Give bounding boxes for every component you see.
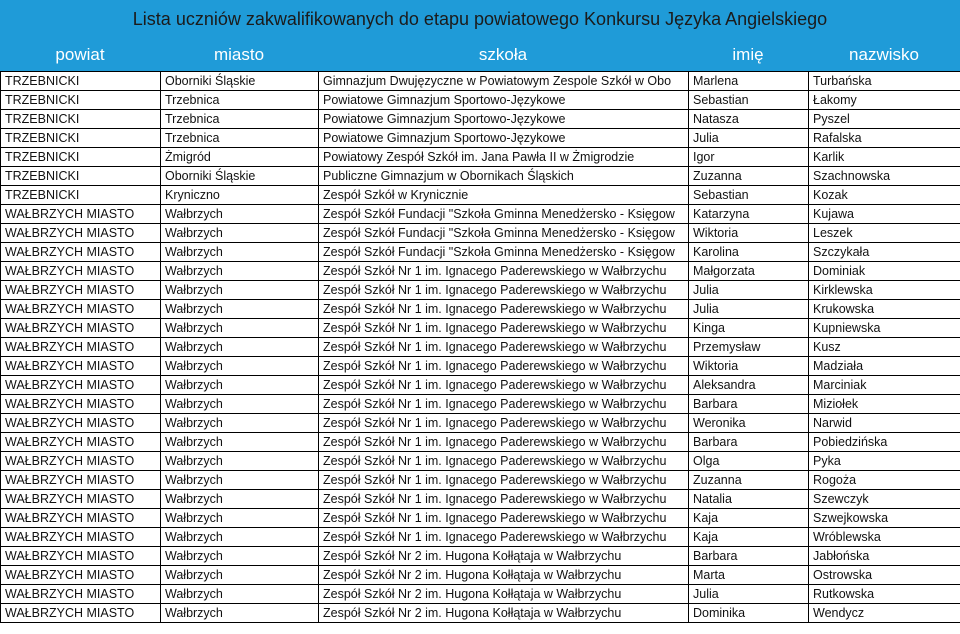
cell-miasto[interactable]: Kryniczno bbox=[161, 186, 319, 205]
cell-miasto[interactable]: Wałbrzych bbox=[161, 585, 319, 604]
cell-miasto[interactable]: Wałbrzych bbox=[161, 205, 319, 224]
cell-nazwisko[interactable]: Narwid bbox=[809, 414, 960, 433]
cell-powiat[interactable]: WAŁBRZYCH MIASTO bbox=[1, 319, 161, 338]
cell-nazwisko[interactable]: Szczykała bbox=[809, 243, 960, 262]
table-row bbox=[1, 262, 960, 281]
cell-imie[interactable]: Wiktoria bbox=[689, 357, 809, 376]
cell-powiat[interactable]: TRZEBNICKI bbox=[1, 91, 161, 110]
cell-imie[interactable]: Kinga bbox=[689, 319, 809, 338]
cell-powiat[interactable]: WAŁBRZYCH MIASTO bbox=[1, 224, 161, 243]
cell-imie[interactable]: Marta bbox=[689, 566, 809, 585]
cell-szkola[interactable]: Zespół Szkół Nr 2 im. Hugona Kołłątaja w Wałbrzychu bbox=[319, 585, 689, 604]
cell-imie[interactable]: Zuzanna bbox=[689, 471, 809, 490]
cell-powiat[interactable]: WAŁBRZYCH MIASTO bbox=[1, 243, 161, 262]
cell-szkola[interactable]: Zespół Szkół Nr 1 im. Ignacego Paderewskiego w Wałbrzychu bbox=[319, 262, 689, 281]
cell-szkola[interactable]: Zespół Szkół Nr 1 im. Ignacego Paderewskiego w Wałbrzychu bbox=[319, 452, 689, 471]
cell-szkola[interactable]: Powiatowy Zespół Szkół im. Jana Pawła II w Żmigrodzie bbox=[319, 148, 689, 167]
cell-szkola[interactable]: Zespół Szkół Nr 1 im. Ignacego Paderewskiego w Wałbrzychu bbox=[319, 509, 689, 528]
cell-imie[interactable]: Weronika bbox=[689, 414, 809, 433]
cell-powiat[interactable]: WAŁBRZYCH MIASTO bbox=[1, 338, 161, 357]
header-powiat: powiat bbox=[55, 45, 105, 64]
cell-szkola[interactable]: Zespół Szkół Nr 1 im. Ignacego Paderewskiego w Wałbrzychu bbox=[319, 395, 689, 414]
cell-nazwisko[interactable]: Jabłońska bbox=[809, 547, 960, 566]
table-row bbox=[1, 376, 960, 395]
cell-powiat[interactable]: TRZEBNICKI bbox=[1, 72, 161, 91]
cell-miasto[interactable]: Oborniki Śląskie bbox=[161, 167, 319, 186]
cell-miasto[interactable]: Wałbrzych bbox=[161, 243, 319, 262]
cell-imie[interactable]: Katarzyna bbox=[689, 205, 809, 224]
cell-imie[interactable]: Sebastian bbox=[689, 186, 809, 205]
cell-miasto[interactable]: Wałbrzych bbox=[161, 357, 319, 376]
cell-nazwisko[interactable]: Leszek bbox=[809, 224, 960, 243]
cell-nazwisko[interactable]: Wendycz bbox=[809, 604, 960, 623]
cell-miasto[interactable]: Wałbrzych bbox=[161, 319, 319, 338]
cell-miasto[interactable]: Trzebnica bbox=[161, 91, 319, 110]
cell-nazwisko[interactable]: Ostrowska bbox=[809, 566, 960, 585]
table-row bbox=[1, 471, 960, 490]
cell-imie[interactable]: Julia bbox=[689, 129, 809, 148]
table-row bbox=[1, 338, 960, 357]
cell-imie[interactable]: Natalia bbox=[689, 490, 809, 509]
cell-powiat[interactable]: WAŁBRZYCH MIASTO bbox=[1, 566, 161, 585]
cell-imie[interactable]: Julia bbox=[689, 300, 809, 319]
cell-imie[interactable]: Zuzanna bbox=[689, 167, 809, 186]
cell-powiat[interactable]: WAŁBRZYCH MIASTO bbox=[1, 471, 161, 490]
cell-szkola[interactable]: Zespół Szkół Nr 1 im. Ignacego Paderewskiego w Wałbrzychu bbox=[319, 414, 689, 433]
cell-imie[interactable]: Dominika bbox=[689, 604, 809, 623]
cell-powiat[interactable]: WAŁBRZYCH MIASTO bbox=[1, 262, 161, 281]
table-row bbox=[1, 547, 960, 566]
title-bar bbox=[0, 0, 960, 38]
cell-powiat[interactable]: WAŁBRZYCH MIASTO bbox=[1, 357, 161, 376]
table-row bbox=[1, 395, 960, 414]
cell-miasto[interactable]: Wałbrzych bbox=[161, 528, 319, 547]
table-row bbox=[1, 110, 960, 129]
cell-nazwisko[interactable]: Marciniak bbox=[809, 376, 960, 395]
column-header-row bbox=[0, 38, 960, 71]
cell-nazwisko[interactable]: Miziołek bbox=[809, 395, 960, 414]
cell-imie[interactable]: Julia bbox=[689, 585, 809, 604]
table-row bbox=[1, 433, 960, 452]
page-title: Lista uczniów zakwalifikowanych do etapu powiatowego Konkursu Języka Angielskiego bbox=[132, 9, 828, 29]
table-row bbox=[1, 357, 960, 376]
cell-imie[interactable]: Natasza bbox=[689, 110, 809, 129]
cell-powiat[interactable]: TRZEBNICKI bbox=[1, 167, 161, 186]
cell-imie[interactable]: Igor bbox=[689, 148, 809, 167]
cell-powiat[interactable]: WAŁBRZYCH MIASTO bbox=[1, 490, 161, 509]
cell-powiat[interactable]: TRZEBNICKI bbox=[1, 186, 161, 205]
table-row bbox=[1, 319, 960, 338]
cell-szkola[interactable]: Zespół Szkół Fundacji "Szkoła Gminna Menedżersko - Księgow bbox=[319, 224, 689, 243]
cell-szkola[interactable]: Zespół Szkół Nr 1 im. Ignacego Paderewskiego w Wałbrzychu bbox=[319, 357, 689, 376]
cell-imie[interactable]: Olga bbox=[689, 452, 809, 471]
cell-miasto[interactable]: Wałbrzych bbox=[161, 433, 319, 452]
table-row bbox=[1, 281, 960, 300]
cell-miasto[interactable]: Wałbrzych bbox=[161, 281, 319, 300]
cell-powiat[interactable]: WAŁBRZYCH MIASTO bbox=[1, 452, 161, 471]
cell-miasto[interactable]: Wałbrzych bbox=[161, 452, 319, 471]
cell-miasto[interactable]: Wałbrzych bbox=[161, 509, 319, 528]
students-table bbox=[0, 71, 960, 623]
cell-szkola[interactable]: Zespół Szkół Nr 1 im. Ignacego Paderewskiego w Wałbrzychu bbox=[319, 471, 689, 490]
cell-imie[interactable]: Aleksandra bbox=[689, 376, 809, 395]
cell-nazwisko[interactable]: Szewczyk bbox=[809, 490, 960, 509]
cell-nazwisko[interactable]: Kupniewska bbox=[809, 319, 960, 338]
cell-nazwisko[interactable]: Wróblewska bbox=[809, 528, 960, 547]
cell-nazwisko[interactable]: Turbańska bbox=[809, 72, 960, 91]
cell-powiat[interactable]: WAŁBRZYCH MIASTO bbox=[1, 205, 161, 224]
cell-szkola[interactable]: Zespół Szkół Fundacji "Szkoła Gminna Menedżersko - Księgow bbox=[319, 205, 689, 224]
cell-miasto[interactable]: Wałbrzych bbox=[161, 376, 319, 395]
cell-miasto[interactable]: Wałbrzych bbox=[161, 262, 319, 281]
cell-imie[interactable]: Sebastian bbox=[689, 91, 809, 110]
cell-imie[interactable]: Kaja bbox=[689, 528, 809, 547]
cell-szkola[interactable]: Zespół Szkół Nr 2 im. Hugona Kołłątaja w Wałbrzychu bbox=[319, 547, 689, 566]
table-row bbox=[1, 186, 960, 205]
cell-imie[interactable]: Małgorzata bbox=[689, 262, 809, 281]
cell-powiat[interactable]: WAŁBRZYCH MIASTO bbox=[1, 376, 161, 395]
table-row bbox=[1, 300, 960, 319]
cell-szkola[interactable]: Zespół Szkół Nr 1 im. Ignacego Paderewskiego w Wałbrzychu bbox=[319, 528, 689, 547]
cell-szkola[interactable]: Zespół Szkół Nr 1 im. Ignacego Paderewskiego w Wałbrzychu bbox=[319, 319, 689, 338]
cell-nazwisko[interactable]: Kusz bbox=[809, 338, 960, 357]
cell-nazwisko[interactable]: Kirklewska bbox=[809, 281, 960, 300]
cell-szkola[interactable]: Zespół Szkół Nr 1 im. Ignacego Paderewskiego w Wałbrzychu bbox=[319, 281, 689, 300]
cell-szkola[interactable]: Zespół Szkół w Krynicznie bbox=[319, 186, 689, 205]
cell-powiat[interactable]: WAŁBRZYCH MIASTO bbox=[1, 604, 161, 623]
table-row bbox=[1, 91, 960, 110]
table-row bbox=[1, 414, 960, 433]
cell-powiat[interactable]: TRZEBNICKI bbox=[1, 110, 161, 129]
table-row bbox=[1, 528, 960, 547]
cell-nazwisko[interactable]: Krukowska bbox=[809, 300, 960, 319]
header-imie: imię bbox=[732, 45, 764, 64]
cell-powiat[interactable]: WAŁBRZYCH MIASTO bbox=[1, 433, 161, 452]
cell-nazwisko[interactable]: Madziała bbox=[809, 357, 960, 376]
cell-powiat[interactable]: WAŁBRZYCH MIASTO bbox=[1, 528, 161, 547]
cell-miasto[interactable]: Wałbrzych bbox=[161, 547, 319, 566]
table-row bbox=[1, 243, 960, 262]
table-row bbox=[1, 205, 960, 224]
table-row bbox=[1, 72, 960, 91]
cell-imie[interactable]: Barbara bbox=[689, 433, 809, 452]
cell-miasto[interactable]: Wałbrzych bbox=[161, 604, 319, 623]
cell-imie[interactable]: Kaja bbox=[689, 509, 809, 528]
table-row bbox=[1, 148, 960, 167]
header-szkola: szkoła bbox=[478, 45, 528, 64]
cell-szkola[interactable]: Zespół Szkół Fundacji "Szkoła Gminna Menedżersko - Księgow bbox=[319, 243, 689, 262]
cell-nazwisko[interactable]: Kozak bbox=[809, 186, 960, 205]
cell-imie[interactable]: Wiktoria bbox=[689, 224, 809, 243]
table-row bbox=[1, 509, 960, 528]
cell-powiat[interactable]: WAŁBRZYCH MIASTO bbox=[1, 509, 161, 528]
cell-nazwisko[interactable]: Pyszel bbox=[809, 110, 960, 129]
cell-szkola[interactable]: Zespół Szkół Nr 1 im. Ignacego Paderewskiego w Wałbrzychu bbox=[319, 490, 689, 509]
cell-miasto[interactable]: Oborniki Śląskie bbox=[161, 72, 319, 91]
cell-powiat[interactable]: WAŁBRZYCH MIASTO bbox=[1, 414, 161, 433]
cell-szkola[interactable]: Powiatowe Gimnazjum Sportowo-Językowe bbox=[319, 91, 689, 110]
header-miasto: miasto bbox=[213, 45, 265, 64]
table-row bbox=[1, 604, 960, 623]
cell-nazwisko[interactable]: Pobiedzińska bbox=[809, 433, 960, 452]
cell-miasto[interactable]: Żmigród bbox=[161, 148, 319, 167]
cell-nazwisko[interactable]: Rafalska bbox=[809, 129, 960, 148]
cell-miasto[interactable]: Wałbrzych bbox=[161, 566, 319, 585]
cell-szkola[interactable]: Zespół Szkół Nr 1 im. Ignacego Paderewskiego w Wałbrzychu bbox=[319, 433, 689, 452]
students-table-body bbox=[1, 72, 960, 623]
cell-miasto[interactable]: Wałbrzych bbox=[161, 300, 319, 319]
cell-miasto[interactable]: Trzebnica bbox=[161, 129, 319, 148]
cell-imie[interactable]: Przemysław bbox=[689, 338, 809, 357]
cell-szkola[interactable]: Zespół Szkół Nr 2 im. Hugona Kołłątaja w Wałbrzychu bbox=[319, 566, 689, 585]
cell-szkola[interactable]: Gimnazjum Dwujęzyczne w Powiatowym Zespole Szkół w Obo bbox=[319, 72, 689, 91]
cell-powiat[interactable]: WAŁBRZYCH MIASTO bbox=[1, 300, 161, 319]
cell-szkola[interactable]: Zespół Szkół Nr 1 im. Ignacego Paderewskiego w Wałbrzychu bbox=[319, 376, 689, 395]
cell-nazwisko[interactable]: Rutkowska bbox=[809, 585, 960, 604]
cell-imie[interactable]: Barbara bbox=[689, 547, 809, 566]
cell-imie[interactable]: Julia bbox=[689, 281, 809, 300]
cell-powiat[interactable]: WAŁBRZYCH MIASTO bbox=[1, 585, 161, 604]
cell-powiat[interactable]: TRZEBNICKI bbox=[1, 148, 161, 167]
cell-nazwisko[interactable]: Szwejkowska bbox=[809, 509, 960, 528]
cell-szkola[interactable]: Zespół Szkół Nr 1 im. Ignacego Paderewskiego w Wałbrzychu bbox=[319, 338, 689, 357]
cell-miasto[interactable]: Wałbrzych bbox=[161, 490, 319, 509]
cell-miasto[interactable]: Wałbrzych bbox=[161, 338, 319, 357]
cell-miasto[interactable]: Wałbrzych bbox=[161, 224, 319, 243]
cell-miasto[interactable]: Wałbrzych bbox=[161, 414, 319, 433]
cell-powiat[interactable]: WAŁBRZYCH MIASTO bbox=[1, 547, 161, 566]
cell-szkola[interactable]: Powiatowe Gimnazjum Sportowo-Językowe bbox=[319, 110, 689, 129]
cell-miasto[interactable]: Wałbrzych bbox=[161, 395, 319, 414]
cell-nazwisko[interactable]: Szachnowska bbox=[809, 167, 960, 186]
cell-nazwisko[interactable]: Dominiak bbox=[809, 262, 960, 281]
cell-szkola[interactable]: Publiczne Gimnazjum w Obornikach Śląskich bbox=[319, 167, 689, 186]
cell-miasto[interactable]: Trzebnica bbox=[161, 110, 319, 129]
cell-nazwisko[interactable]: Kujawa bbox=[809, 205, 960, 224]
table-row bbox=[1, 490, 960, 509]
table-row bbox=[1, 566, 960, 585]
cell-imie[interactable]: Marlena bbox=[689, 72, 809, 91]
cell-szkola[interactable]: Powiatowe Gimnazjum Sportowo-Językowe bbox=[319, 129, 689, 148]
table-row bbox=[1, 224, 960, 243]
cell-imie[interactable]: Karolina bbox=[689, 243, 809, 262]
table-row bbox=[1, 452, 960, 471]
cell-nazwisko[interactable]: Pyka bbox=[809, 452, 960, 471]
header-nazwisko: nazwisko bbox=[849, 45, 919, 64]
cell-powiat[interactable]: WAŁBRZYCH MIASTO bbox=[1, 281, 161, 300]
table-row bbox=[1, 167, 960, 186]
cell-miasto[interactable]: Wałbrzych bbox=[161, 471, 319, 490]
table-row bbox=[1, 585, 960, 604]
cell-szkola[interactable]: Zespół Szkół Nr 1 im. Ignacego Paderewskiego w Wałbrzychu bbox=[319, 300, 689, 319]
cell-nazwisko[interactable]: Łakomy bbox=[809, 91, 960, 110]
cell-nazwisko[interactable]: Karlik bbox=[809, 148, 960, 167]
cell-powiat[interactable]: TRZEBNICKI bbox=[1, 129, 161, 148]
cell-nazwisko[interactable]: Rogoża bbox=[809, 471, 960, 490]
table-row bbox=[1, 129, 960, 148]
cell-powiat[interactable]: WAŁBRZYCH MIASTO bbox=[1, 395, 161, 414]
cell-imie[interactable]: Barbara bbox=[689, 395, 809, 414]
cell-szkola[interactable]: Zespół Szkół Nr 2 im. Hugona Kołłątaja w Wałbrzychu bbox=[319, 604, 689, 623]
